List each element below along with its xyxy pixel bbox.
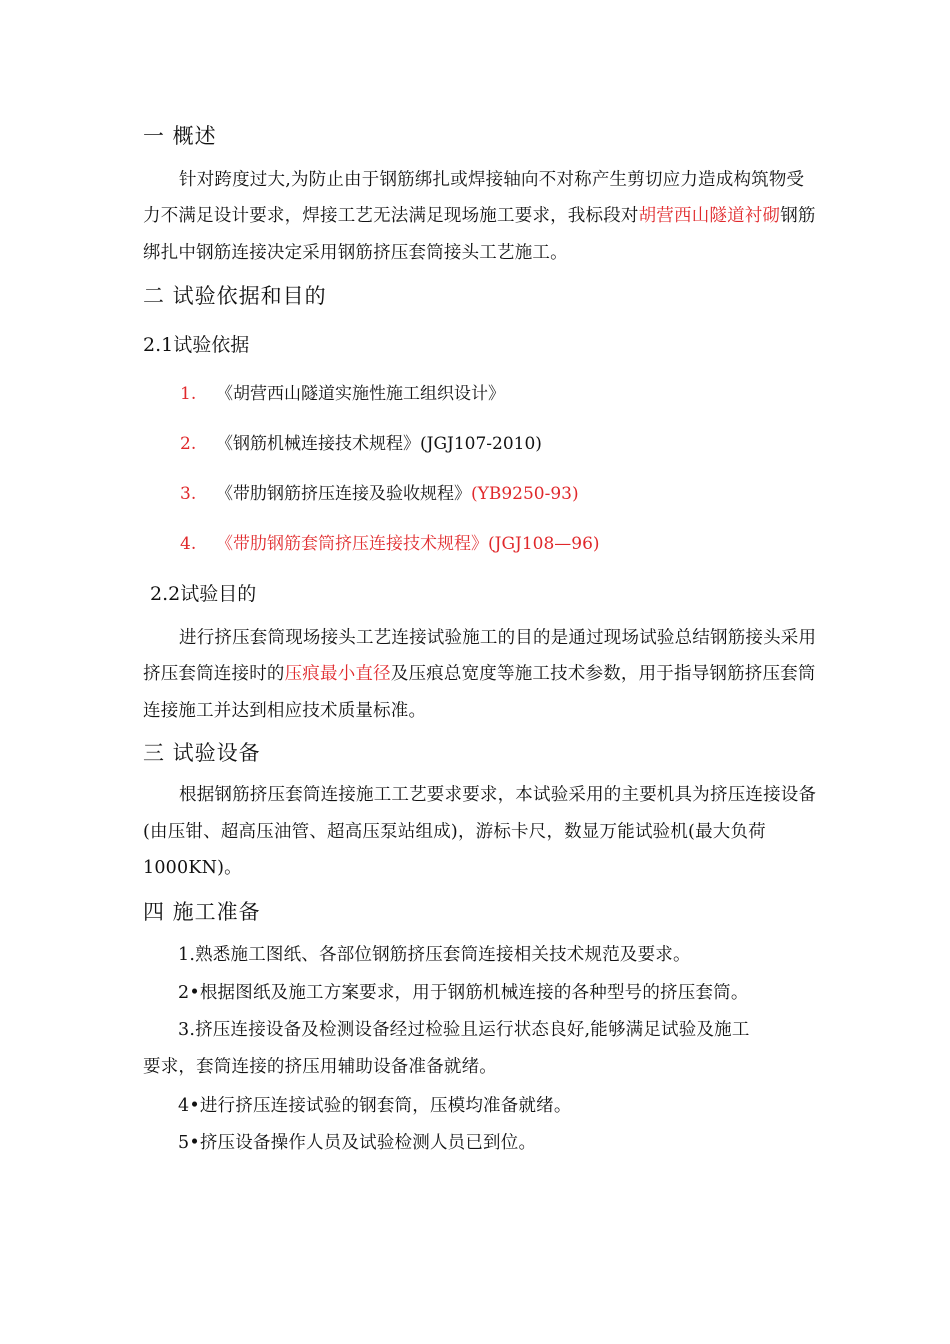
reference-code: (YB9250-93) xyxy=(471,484,579,504)
section-2-heading: 二 试验依据和目的 xyxy=(143,284,327,308)
s1-line2-highlight: 胡营西山隧道衬砌 xyxy=(638,206,781,226)
reference-item-2 xyxy=(180,429,542,454)
s4-line-3b: 要求，套筒连接的挤压用辅助设备准备就绪。 xyxy=(143,1057,497,1077)
s3-paragraph-line-3: 1000KN)。 xyxy=(143,858,242,878)
subsection-2-1-heading: 2.1试验依据 xyxy=(143,334,250,356)
reference-title: 《带肋钢筋套筒挤压连接技术规程》 xyxy=(216,534,488,554)
reference-code: (JGJ108—96) xyxy=(488,534,600,554)
s2-line2-highlight: 压痕最小直径 xyxy=(284,664,391,684)
reference-item-4 xyxy=(180,529,600,554)
reference-title: 《胡营西山隧道实施性施工组织设计》 xyxy=(216,384,505,404)
reference-item-1 xyxy=(180,379,505,404)
s1-paragraph-line-2 xyxy=(143,202,816,227)
s3-paragraph-line-1: 根据钢筋挤压套筒连接施工工艺要求要求，本试验采用的主要机具为挤压连接设备 xyxy=(179,785,817,805)
s2-paragraph-line-1: 进行挤压套筒现场接头工艺连接试验施工的目的是通过现场试验总结钢筋接头采用 xyxy=(179,628,817,648)
s4-line-4: 4•进行挤压连接试验的钢套筒，压模均准备就绪。 xyxy=(178,1096,572,1116)
section-3-heading: 三 试验设备 xyxy=(143,741,261,765)
s1-line2-text-b: 钢筋 xyxy=(780,206,816,226)
s3-paragraph-line-2: (由压钳、超高压油管、超高压泵站组成)，游标卡尺，数显万能试验机(最大负荷 xyxy=(143,822,766,842)
s1-paragraph-line-3: 绑扎中钢筋连接决定采用钢筋挤压套筒接头工艺施工。 xyxy=(143,243,568,263)
reference-number: 1. xyxy=(180,384,197,404)
reference-number: 2. xyxy=(180,434,197,454)
reference-number: 3. xyxy=(180,484,197,504)
s1-paragraph-line-1: 针对跨度过大,为防止由于钢筋绑扎或焊接轴向不对称产生剪切应力造成构筑物受 xyxy=(179,170,805,190)
s1-line2-text-a: 力不满足设计要求，焊接工艺无法满足现场施工要求，我标段对 xyxy=(143,206,639,226)
s2-paragraph-line-3: 连接施工并达到相应技术质量标准。 xyxy=(143,701,427,721)
reference-title: 《钢筋机械连接技术规程》 xyxy=(216,434,420,454)
reference-item-3 xyxy=(180,479,579,504)
reference-code: (JGJ107-2010) xyxy=(420,434,542,454)
reference-title: 《带肋钢筋挤压连接及验收规程》 xyxy=(216,484,471,504)
s4-line-1: 1.熟悉施工图纸、各部位钢筋挤压套筒连接相关技术规范及要求。 xyxy=(178,945,691,965)
s4-line-3a: 3.挤压连接设备及检测设备经过检验且运行状态良好,能够满足试验及施工 xyxy=(178,1020,750,1040)
s4-line-5: 5•挤压设备操作人员及试验检测人员已到位。 xyxy=(178,1133,537,1153)
reference-number: 4. xyxy=(180,534,197,554)
s4-line-2: 2•根据图纸及施工方案要求，用于钢筋机械连接的各种型号的挤压套筒。 xyxy=(178,983,749,1003)
subsection-2-2-heading: 2.2试验目的 xyxy=(150,583,257,605)
s2-line2-text-b: 及压痕总宽度等施工技术参数，用于指导钢筋挤压套筒 xyxy=(390,664,816,684)
s2-line2-text-a: 挤压套筒连接时的 xyxy=(143,664,285,684)
s2-paragraph-line-2 xyxy=(143,660,816,685)
section-1-heading: 一 概述 xyxy=(143,124,217,148)
section-4-heading: 四 施工准备 xyxy=(143,900,261,924)
